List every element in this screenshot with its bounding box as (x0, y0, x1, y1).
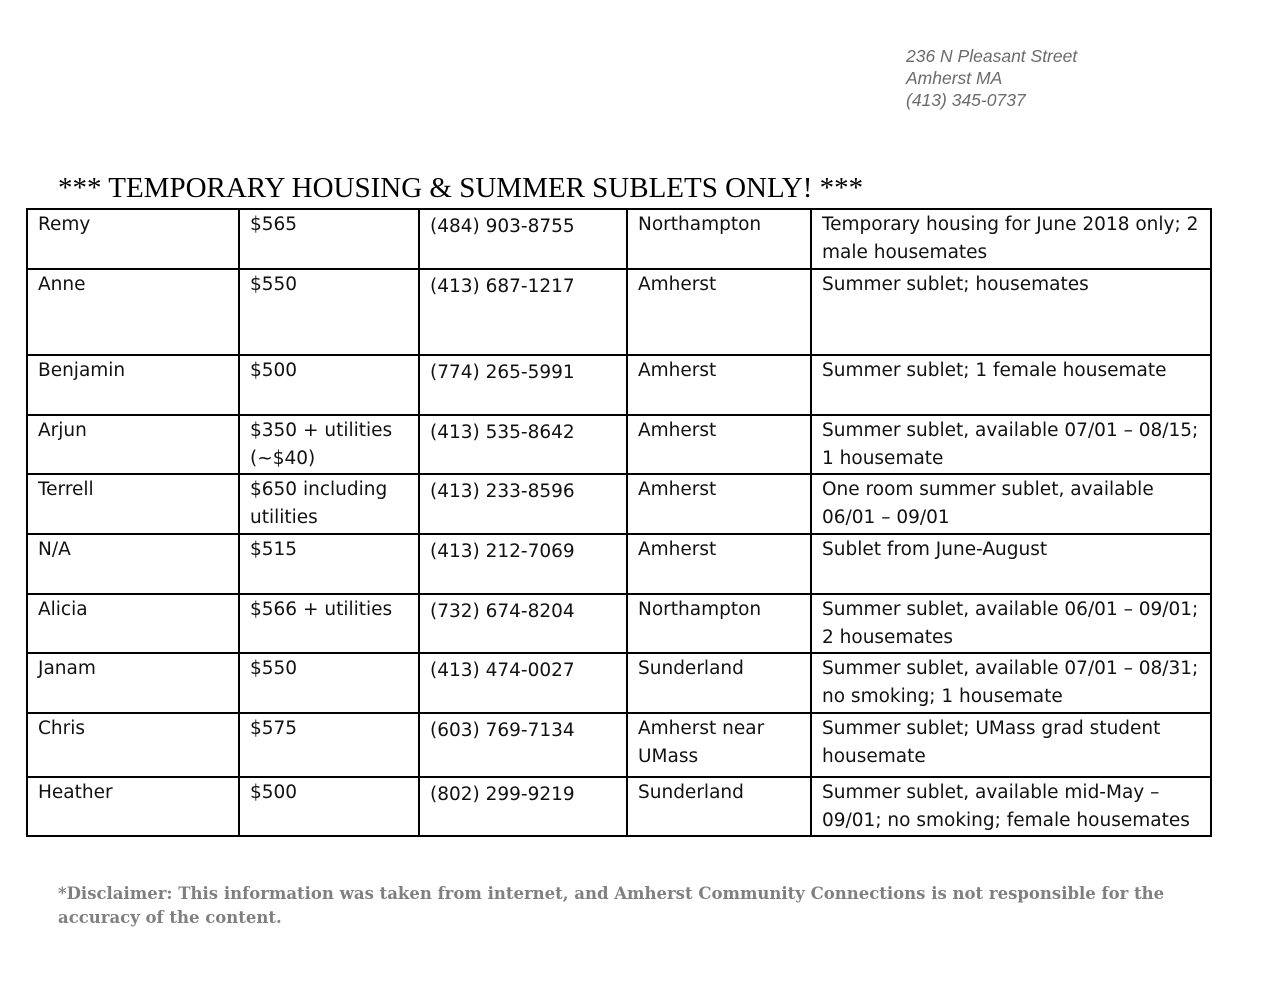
listing-location: Sunderland (627, 777, 811, 836)
listing-location: Amherst (627, 269, 811, 355)
listing-name: N/A (27, 534, 239, 594)
listing-location: Northampton (627, 594, 811, 653)
table-row (27, 653, 1211, 713)
listing-price: $500 (239, 355, 419, 415)
page-title: *** TEMPORARY HOUSING & SUMMER SUBLETS ONLY! *** (58, 172, 864, 204)
listing-phone: (603) 769-7134 (419, 713, 627, 777)
listing-name: Heather (27, 777, 239, 836)
address-street: 236 N Pleasant Street (906, 46, 1078, 66)
table-row (27, 209, 1211, 269)
table-row (27, 415, 1211, 474)
listing-price: $500 (239, 777, 419, 836)
listing-price: $350 + utilities (~$40) (239, 415, 419, 474)
listing-notes: Temporary housing for June 2018 only; 2 male housemates (811, 209, 1211, 269)
listing-notes: Summer sublet; 1 female housemate (811, 355, 1211, 415)
listing-name: Chris (27, 713, 239, 777)
listing-name: Terrell (27, 474, 239, 534)
listing-location: Amherst near UMass (627, 713, 811, 777)
listing-phone: (413) 233-8596 (419, 474, 627, 534)
listings-table (26, 208, 1212, 837)
listing-notes: Summer sublet, available 07/01 – 08/15; 1 housemate (811, 415, 1211, 474)
listing-phone: (413) 474-0027 (419, 653, 627, 713)
listing-name: Benjamin (27, 355, 239, 415)
listing-notes: Sublet from June-August (811, 534, 1211, 594)
table-row (27, 474, 1211, 534)
listing-location: Amherst (627, 534, 811, 594)
listing-price: $575 (239, 713, 419, 777)
listing-location: Sunderland (627, 653, 811, 713)
address-phone: (413) 345-0737 (906, 90, 1026, 110)
listing-notes: One room summer sublet, available 06/01 – 09/01 (811, 474, 1211, 534)
listing-phone: (732) 674-8204 (419, 594, 627, 653)
listing-price: $550 (239, 653, 419, 713)
listing-price: $515 (239, 534, 419, 594)
listing-location: Amherst (627, 355, 811, 415)
table-row (27, 269, 1211, 355)
listing-notes: Summer sublet, available mid-May – 09/01; no smoking; female housemates (811, 777, 1211, 836)
address-city: Amherst MA (906, 68, 1003, 88)
listing-phone: (413) 687-1217 (419, 269, 627, 355)
table-row (27, 777, 1211, 836)
listing-location: Amherst (627, 474, 811, 534)
listing-phone: (413) 535-8642 (419, 415, 627, 474)
listing-location: Amherst (627, 415, 811, 474)
listing-name: Remy (27, 209, 239, 269)
listing-name: Arjun (27, 415, 239, 474)
listing-phone: (802) 299-9219 (419, 777, 627, 836)
listing-location: Northampton (627, 209, 811, 269)
listing-name: Janam (27, 653, 239, 713)
table-row (27, 713, 1211, 777)
listing-notes: Summer sublet, available 07/01 – 08/31; no smoking; 1 housemate (811, 653, 1211, 713)
disclaimer-text: *Disclaimer: This information was taken from internet, and Amherst Community Connections is not responsible for the accuracy of the content. (58, 884, 1165, 927)
table-row (27, 594, 1211, 653)
listing-phone: (484) 903-8755 (419, 209, 627, 269)
organization-address (906, 45, 1077, 111)
listing-price: $566 + utilities (239, 594, 419, 653)
listing-price: $550 (239, 269, 419, 355)
listing-phone: (774) 265-5991 (419, 355, 627, 415)
table-row (27, 534, 1211, 594)
listing-notes: Summer sublet; housemates (811, 269, 1211, 355)
listing-notes: Summer sublet, available 06/01 – 09/01; 2 housemates (811, 594, 1211, 653)
listing-price: $650 including utilities (239, 474, 419, 534)
listing-price: $565 (239, 209, 419, 269)
table-row (27, 355, 1211, 415)
listing-name: Alicia (27, 594, 239, 653)
listing-phone: (413) 212-7069 (419, 534, 627, 594)
listing-notes: Summer sublet; UMass grad student housemate (811, 713, 1211, 777)
listing-name: Anne (27, 269, 239, 355)
